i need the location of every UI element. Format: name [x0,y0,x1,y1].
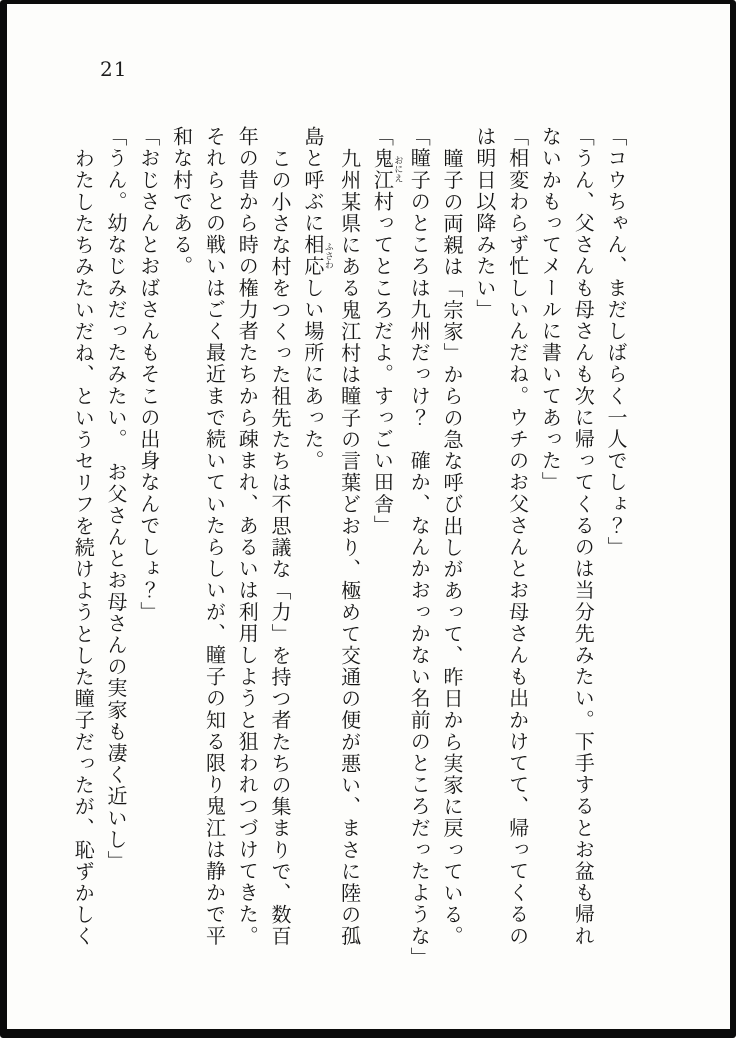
text-line: 「鬼江おにえ村ってところだよ。すっごい田舎」 [370,126,403,537]
text-line: 「瞳子のところは九州だっけ？ 確か、なんかおっかない名前のところだったような」 [407,126,432,969]
page-text [66,126,632,1008]
text-line: 「うん。幼なじみだったみたい。 お父さんとお母さんの実家も凄く近いし」 [104,126,129,872]
text-line: 瞳子の両親は「宗家」からの急な呼び出しがあって、昨日から実家に戻っている。 [440,148,465,948]
text-line: わたしたちみたいだね、というセリフを続けようとした瞳子だったが、恥ずかしく [71,148,96,948]
text-line: 「相変わらず忙しいんだね。ウチのお父さんとお母さんも出かけてて、帰ってくるの [505,126,530,947]
furigana-annotation: 相応ふさわ [300,234,333,278]
text-line: 和な村である。 [169,126,194,278]
text-line: 九州某県にある鬼江村は瞳子の言葉どおり、極めて交通の便が悪い、まさに陸の孤 [337,148,362,948]
text-line: 「おじさんとおばさんもそこの出身なんでしょ？」 [136,126,161,623]
text-line: 「うん、父さんも母さんも次に帰ってくるのは当分先みたい。下手するとお盆も帰れ [571,126,596,947]
page-number: 21 [100,57,128,81]
text-line: この小さな村をつくった祖先たちは不思議な「力」を持つ者たちの集まりで、数百 [268,148,293,948]
text-line: 「コウちゃん、まだしばらく一人でしょ？」 [604,126,628,558]
furigana-annotation: 鬼江おにえ [370,147,403,191]
text-line: は明日以降みたい」 [472,126,497,321]
text-line: 島と呼ぶに相応ふさわしい場所にあった。 [300,126,333,472]
text-line: ないかもってメールに書いてあった」 [538,126,563,494]
text-line: それらとの戦いはごく最近まで続いていたらしいが、瞳子の知る限り鬼江は静かで平 [202,126,227,947]
text-line: 年の昔から時の権力者たちから疎まれ、あるいは利用しようと狙われつづけてきた。 [235,126,260,947]
